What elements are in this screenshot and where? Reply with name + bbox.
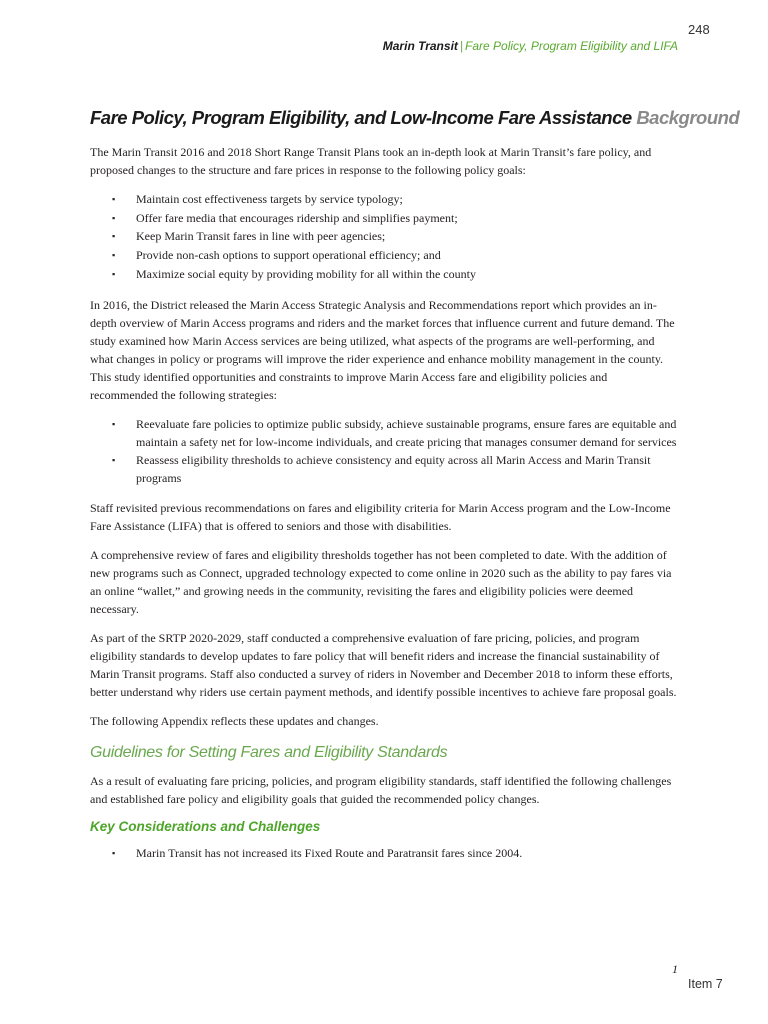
list-item-text: Reevaluate fare policies to optimize public subsidy, achieve sustainable programs, ensure fares are equitable and maintain a safety net for low-income individuals, and create pricing that manages consumer demand for services bbox=[136, 416, 677, 449]
body-paragraph: As part of the SRTP 2020-2029, staff conducted a comprehensive evaluation of fare pricing, policies, and program eligibility standards to develop updates to fare policy that will benefit riders and increase the financial sustainability of Marin Transit programs. Staff also conducted a survey of riders in November and December 2018 to inform these efforts, better understand why riders use certain payment methods, and identify possible incentives to achieve fare proposal goals. bbox=[90, 630, 677, 699]
document-body bbox=[90, 107, 740, 874]
bullet-icon: ▪ bbox=[112, 194, 116, 204]
page-title-main: Fare Policy, Program Eligibility, and Low-Income Fare Assistance bbox=[90, 107, 632, 128]
bullet-icon: ▪ bbox=[112, 212, 116, 223]
list-item-text: Keep Marin Transit fares in line with peer agencies; bbox=[136, 229, 386, 244]
subsection-heading: Key Considerations and Challenges bbox=[90, 818, 321, 834]
list-item-text: Provide non-cash options to support operational efficiency; and bbox=[136, 248, 441, 263]
page-title-suffix: Background bbox=[636, 107, 740, 128]
bullet-icon: ▪ bbox=[112, 250, 116, 261]
list-item bbox=[90, 246, 678, 265]
list-item-text: Offer fare media that encourages ridership and simplifies payment; bbox=[136, 210, 458, 225]
list-item bbox=[90, 227, 678, 246]
bullet-icon: ▪ bbox=[112, 454, 116, 465]
study-paragraph: In 2016, the District released the Marin Access Strategic Analysis and Recommendations report which provides an in-depth overview of Marin Access programs and riders and the market forces that influence current and future demand. The study examined how Marin Access services are being utilized, what aspects of the programs are well-performing, and what changes in policy or programs will improve the rider experience and enhance mobility management in the county. This study identified opportunities and constraints to improve Marin Access fare and eligibility policies and recommended the following strategies: bbox=[90, 297, 675, 402]
considerations-list bbox=[90, 844, 678, 862]
page-number: 248 bbox=[688, 22, 710, 37]
list-item-text: Reassess eligibility thresholds to achieve consistency and equity across all Marin Access and Marin Transit programs bbox=[136, 452, 651, 485]
header-brand: Marin Transit bbox=[382, 39, 458, 53]
bullet-icon: ▪ bbox=[112, 268, 116, 279]
list-item-text: Maximize social equity by providing mobility for all within the county bbox=[136, 266, 476, 281]
intro-paragraph: The Marin Transit 2016 and 2018 Short Range Transit Plans took an in-depth look at Marin Transit’s fare policy, and proposed changes to the structure and fare prices in response to the following policy goals: bbox=[90, 145, 652, 177]
bullet-icon: ▪ bbox=[112, 847, 116, 858]
footer-item-label: Item 7 bbox=[688, 977, 723, 991]
running-header bbox=[383, 39, 678, 53]
list-item bbox=[90, 415, 678, 451]
list-item bbox=[90, 451, 678, 487]
policy-goals-list bbox=[90, 190, 678, 284]
bullet-icon: ▪ bbox=[112, 418, 116, 429]
bullet-icon: ▪ bbox=[112, 231, 116, 242]
page-title bbox=[90, 107, 740, 129]
body-paragraph: The following Appendix reflects these updates and changes. bbox=[90, 713, 379, 728]
list-item-text: Maintain cost effectiveness targets by service typology; bbox=[136, 192, 403, 206]
footer-page-number: 1 bbox=[672, 962, 678, 976]
section-heading: Guidelines for Setting Fares and Eligibility Standards bbox=[90, 743, 448, 761]
list-item bbox=[90, 844, 678, 862]
header-subtitle: Fare Policy, Program Eligibility and LIFA bbox=[465, 39, 678, 53]
body-paragraph: Staff revisited previous recommendations on fares and eligibility criteria for Marin Access program and the Low-Income Fare Assistance (LIFA) that is offered to seniors and those with disabilities. bbox=[90, 500, 671, 533]
list-item bbox=[90, 209, 678, 228]
section-paragraph: As a result of evaluating fare pricing, policies, and program eligibility standards, staff identified the following challenges and established fare policy and eligibility goals that guided the recommended policy changes. bbox=[90, 773, 672, 806]
list-item-text: Marin Transit has not increased its Fixed Route and Paratransit fares since 2004. bbox=[136, 845, 523, 860]
list-item bbox=[90, 190, 678, 209]
header-separator: | bbox=[459, 39, 464, 53]
strategies-list bbox=[90, 415, 678, 487]
list-item bbox=[90, 265, 678, 284]
body-paragraph: A comprehensive review of fares and eligibility thresholds together has not been completed to date. With the addition of new programs such as Connect, upgraded technology expected to come online in 2020 such as the ability to pay fares via an online “wallet,” and growing needs in the community, revisiting the fares and eligibility policies were deemed necessary. bbox=[90, 547, 672, 616]
